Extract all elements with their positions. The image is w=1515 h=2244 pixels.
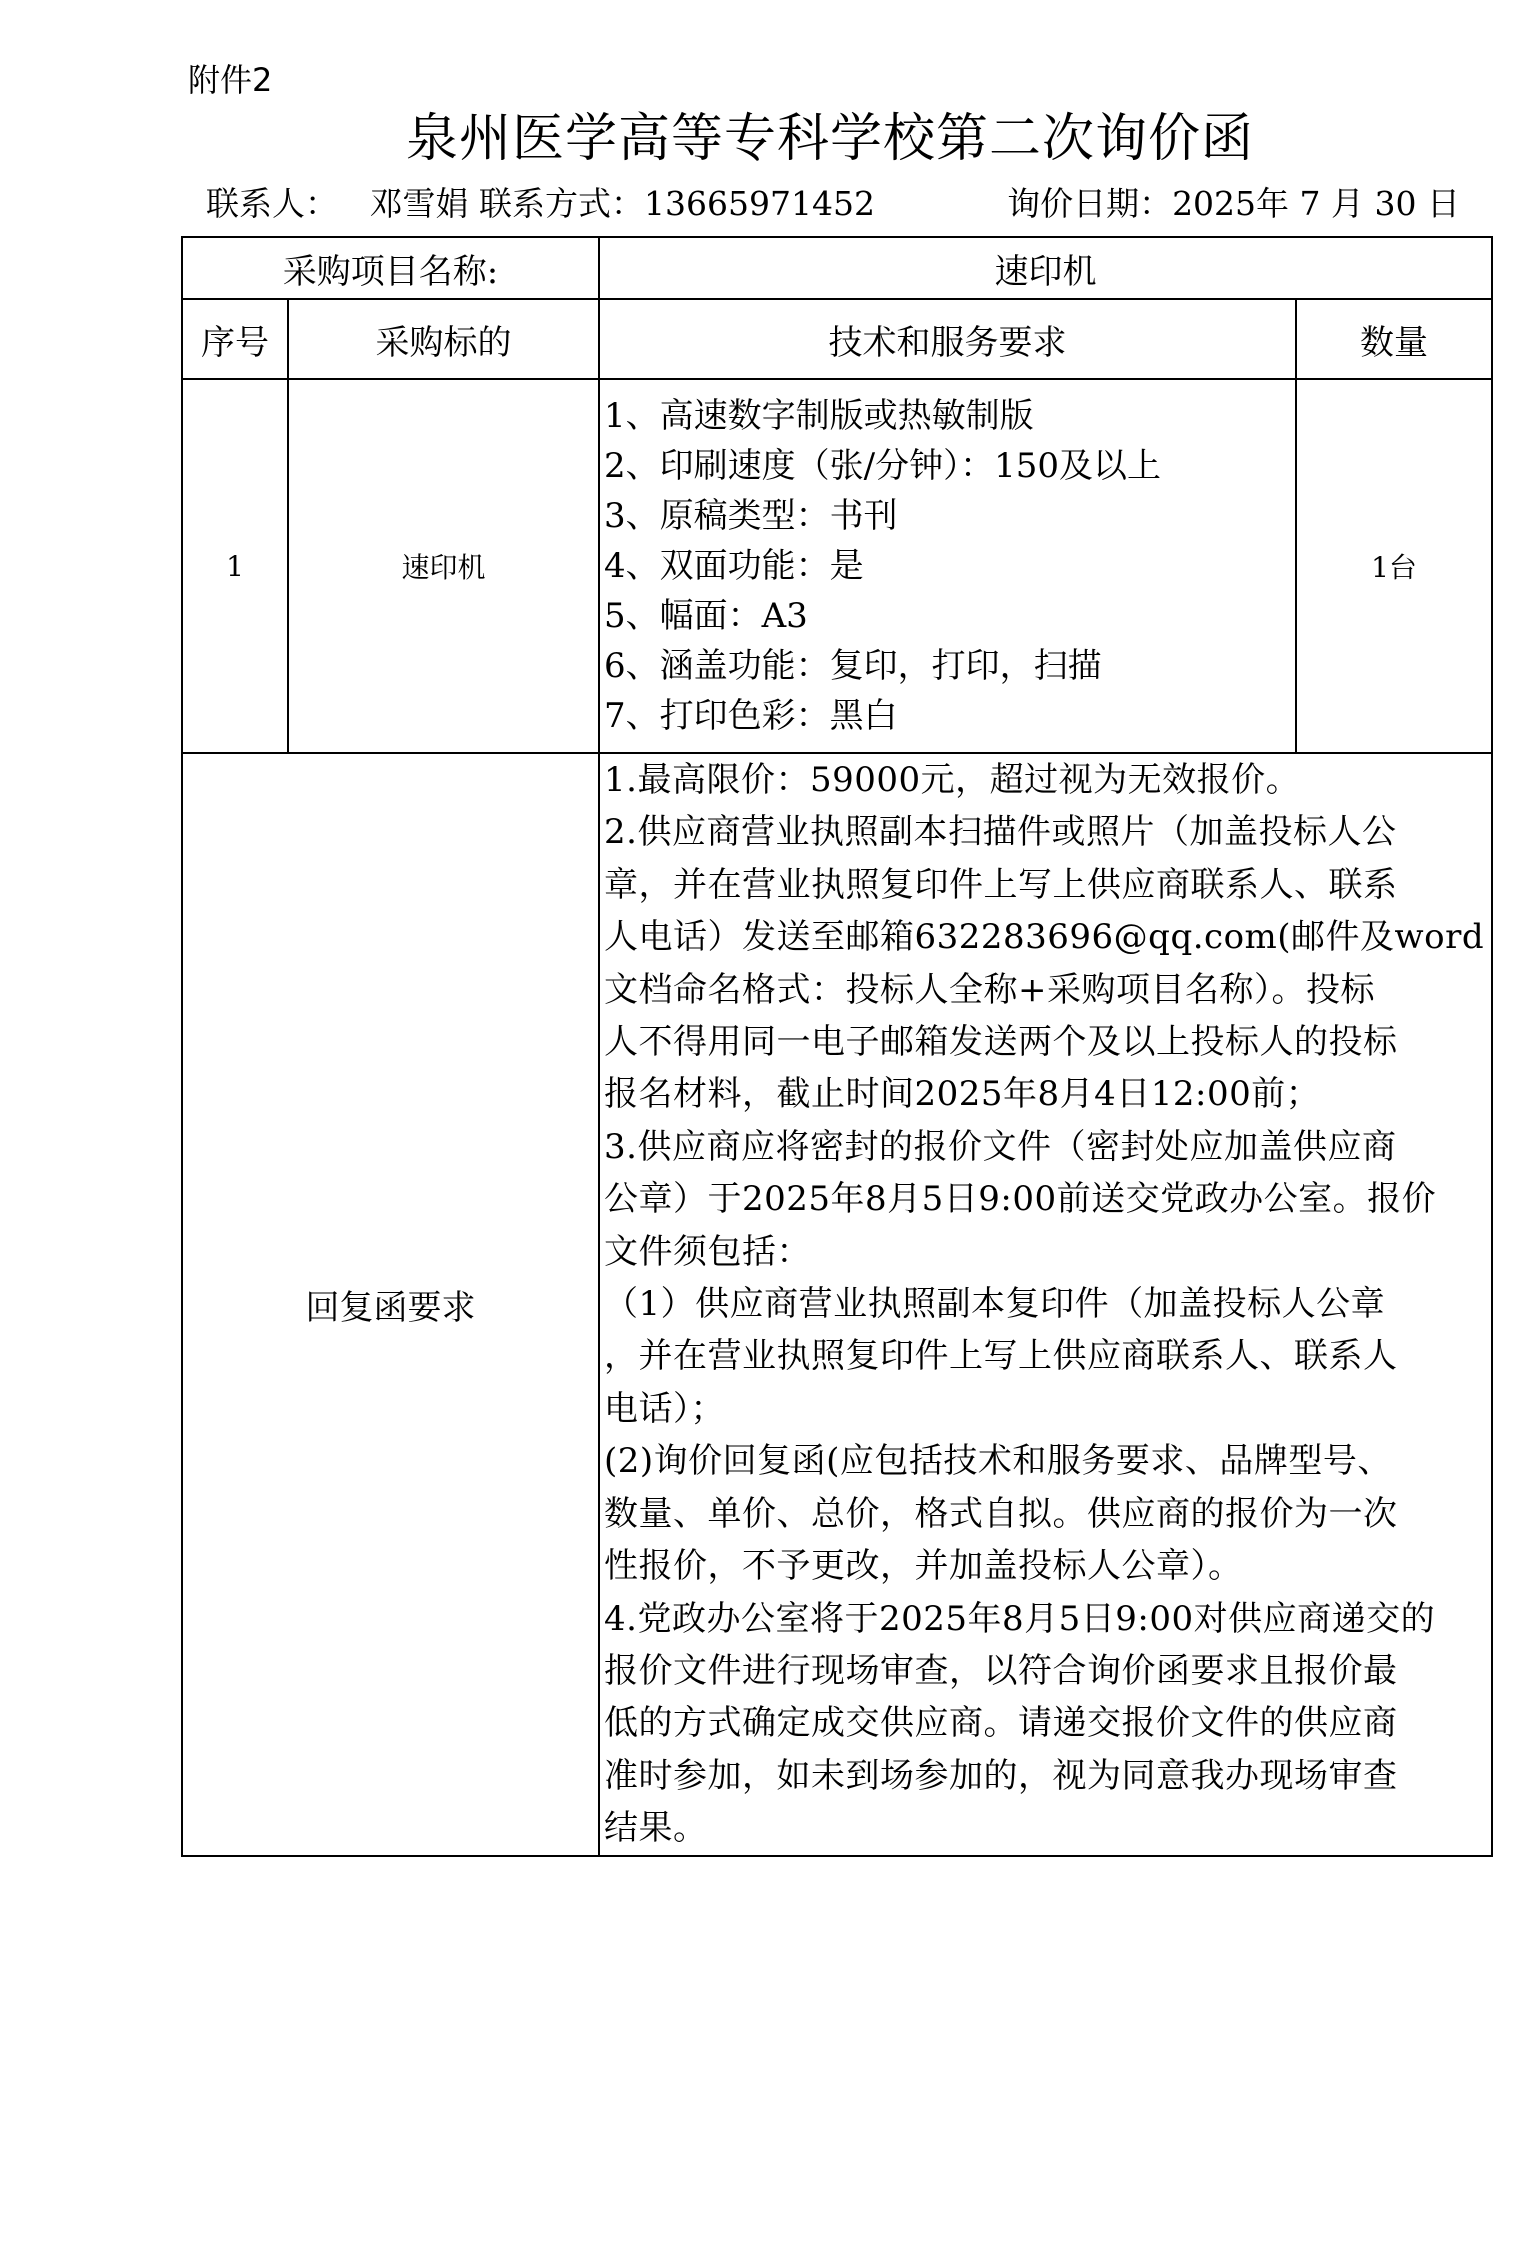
contact-method-label: 联系方式：	[478, 184, 644, 223]
contact-person-label: 联系人：	[206, 184, 338, 223]
reply-line: 1.最高限价：59000元，超过视为无效报价。	[604, 760, 1301, 800]
reply-line: 结果。	[604, 1808, 708, 1849]
item-seq: 1	[182, 379, 288, 753]
contact-phone: 13665971452	[643, 184, 875, 223]
item-quantity: 1台	[1296, 379, 1492, 753]
reply-line: （1）供应商营业执照副本复印件（加盖投标人公章	[604, 1284, 1386, 1325]
reply-label: 回复函要求	[182, 753, 599, 1856]
header-row	[182, 299, 1492, 379]
reply-line: 公章）于2025年8月5日9:00前送交党政办公室。报价	[604, 1179, 1437, 1220]
requirement-line: 3、原稿类型：书刊	[604, 496, 898, 536]
requirement-line: 1、高速数字制版或热敏制版	[604, 396, 1034, 436]
reply-line: 报价文件进行现场审查，以符合询价函要求且报价最	[604, 1650, 1398, 1691]
reply-line: 数量、单价、总价，格式自拟。供应商的报价为一次	[604, 1493, 1398, 1534]
reply-line: 文档命名格式：投标人全称+采购项目名称）。投标	[604, 969, 1375, 1010]
requirement-line: 2、印刷速度（张/分钟）：150及以上	[604, 446, 1161, 486]
inquiry-table	[181, 236, 1493, 1857]
reply-line: 人不得用同一电子邮箱发送两个及以上投标人的投标	[604, 1022, 1398, 1063]
reply-line: (2)询价回复函(应包括技术和服务要求、品牌型号、	[604, 1441, 1392, 1482]
reply-requirements	[599, 753, 1492, 1856]
item-target: 速印机	[288, 379, 599, 753]
reply-line: 3.供应商应将密封的报价文件（密封处应加盖供应商	[604, 1126, 1397, 1167]
reply-line: ，并在营业执照复印件上写上供应商联系人、联系人	[604, 1336, 1398, 1377]
requirement-line: 5、幅面：A3	[604, 596, 808, 636]
reply-line: 低的方式确定成交供应商。请递交报价文件的供应商	[604, 1703, 1398, 1744]
inquiry-date-group	[1007, 176, 1460, 232]
reply-line: 文件须包括：	[604, 1231, 811, 1272]
project-name-row	[182, 237, 1492, 299]
page-title: 泉州医学高等专科学校第二次询价函	[405, 109, 1254, 169]
reply-line: 性报价，不予更改，并加盖投标人公章）。	[604, 1546, 1243, 1587]
reply-line: 准时参加，如未到场参加的，视为同意我办现场审查	[604, 1755, 1398, 1796]
requirement-line: 7、打印色彩：黑白	[604, 696, 898, 736]
header-target: 采购标的	[288, 299, 599, 379]
requirement-line: 4、双面功能：是	[604, 546, 864, 586]
table-row	[182, 379, 1492, 753]
reply-requirements-row	[182, 753, 1492, 1856]
inquiry-date: 2025年 7 月 30 日	[1172, 184, 1460, 223]
contact-line	[206, 176, 1476, 232]
item-requirements	[599, 379, 1296, 753]
header-seq: 序号	[182, 299, 288, 379]
contact-person: 邓雪娟	[369, 184, 469, 223]
requirement-line: 6、涵盖功能：复印，打印，扫描	[604, 646, 1102, 686]
project-name-label: 采购项目名称:	[182, 237, 599, 299]
reply-line: 报名材料，截止时间2025年8月4日12:00前；	[604, 1074, 1321, 1115]
reply-line: 电话）；	[604, 1388, 725, 1429]
inquiry-date-label: 询价日期：	[1007, 184, 1173, 223]
header-quantity: 数量	[1296, 299, 1492, 379]
reply-line: 章，并在营业执照复印件上写上供应商联系人、联系	[604, 864, 1398, 905]
project-name-value: 速印机	[599, 237, 1492, 299]
reply-line: 2.供应商营业执照副本扫描件或照片（加盖投标人公	[604, 812, 1397, 853]
reply-line: 4.党政办公室将于2025年8月5日9:00对供应商递交的	[604, 1598, 1436, 1639]
attachment-label: 附件2	[188, 61, 273, 99]
header-requirements: 技术和服务要求	[599, 299, 1296, 379]
reply-line: 人电话）发送至邮箱632283696@qq.com(邮件及word	[604, 917, 1485, 958]
